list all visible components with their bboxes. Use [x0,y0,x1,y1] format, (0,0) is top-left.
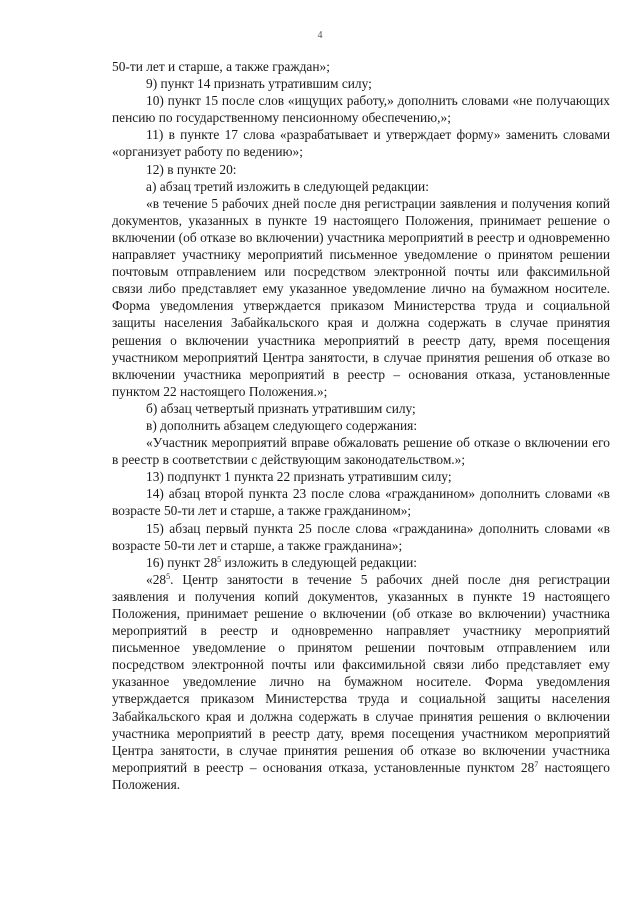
page-number: 4 [317,30,323,41]
paragraph-text: 13) подпункт 1 пункта 22 признать утратившим силу; [146,469,452,485]
paragraph-text: 11) в пункте 17 слова «разрабатывает и утверждает форму» заменить словами «организует работу по ведению»; [112,127,610,160]
paragraph-text: изложить в следующей редакции: [221,554,418,570]
paragraph-text: 14) абзац второй пункта 23 после слова «гражданином» дополнить словами «в возрасте 50-ти лет и старше, а также гражданином»; [112,486,610,519]
paragraph-text: 12) в пункте 20: [146,161,237,177]
paragraph-text: в) дополнить абзацем следующего содержания: [146,417,418,433]
superscript: 5 [217,554,222,564]
paragraph [112,417,610,434]
paragraph-text: 10) пункт 15 после слов «ищущих работу,» дополнить словами «не получающих пенсию по государственному пенсионному обеспечению,»; [112,93,610,126]
paragraph-text: 16) пункт 28 [146,554,218,570]
paragraph [112,126,610,160]
document-body [112,58,610,793]
paragraph-text: «28 [146,571,167,587]
paragraph-text: 15) абзац первый пункта 25 после слова «гражданина» дополнить словами «в возрасте 50-ти лет и старше, а также гражданина»; [112,520,610,553]
paragraph-text: . Центр занятости в течение 5 рабочих дней после дня регистрации заявления и получения копий документов, указанных в пункте 19 настоящего Положения, принимает решение о включении (об отказе во включении) участника мероприятий в реестр и одновременно направляет участнику мероприятий письменное уведомление о принятом решении почтовым отправлением или посредством электронной почты или факсимильной связи либо представляет ему указанное уведомление лично на бумажном носителе. Форма уведомления утверждается приказом Министерства труда и социальной защиты населения Забайкальского края и должна содержать в случае принятия решения о включении участника мероприятий в реестр дату, время посещения участником мероприятий Центра занятости, в случае принятия решения об отказе во включении участника мероприятий в реестр – основания отказа, установленные пунктом 28 [112,571,610,775]
paragraph [112,161,610,178]
paragraph-text: настоящего Положения. [112,759,610,792]
paragraph [112,58,610,75]
paragraph [112,178,610,195]
superscript: 5 [166,571,171,581]
paragraph [112,485,610,519]
paragraph [112,92,610,126]
paragraph-text: а) абзац третий изложить в следующей редакции: [146,178,429,194]
paragraph [112,400,610,417]
paragraph [112,520,610,554]
paragraph [112,571,610,793]
paragraph-text: б) абзац четвертый признать утратившим силу; [146,400,416,416]
paragraph [112,468,610,485]
superscript: 7 [534,759,539,769]
paragraph-text: «Участник мероприятий вправе обжаловать решение об отказе о включении его в реестр в соответствии с действующим законодательством.»; [112,435,610,468]
paragraph-text: 9) пункт 14 признать утратившим силу; [146,76,372,92]
paragraph [112,434,610,468]
paragraph-text: «в течение 5 рабочих дней после дня регистрации заявления и получения копий документов, указанных в пункте 19 настоящего Положения, принимает решение о включении (об отказе во включении) участника мероприятий в реестр и одновременно направляет участнику мероприятий письменное уведомление о принятом решении почтовым отправлением или посредством электронной почты или факсимильной связи либо представляет ему указанное уведомление лично на бумажном носителе. Форма уведомления утверждается приказом Министерства труда и социальной защиты населения Забайкальского края и должна содержать в случае принятия решения о включении участника мероприятий в реестр дату, время посещения участником мероприятий Центра занятости, в случае принятия решения об отказе во включении участника мероприятий в реестр – основания отказа, установленные пунктом 22 настоящего Положения.»; [112,195,610,399]
paragraph-text: 50-ти лет и старше, а также граждан»; [112,59,330,74]
paragraph [112,75,610,92]
paragraph [112,195,610,400]
paragraph [112,554,610,571]
